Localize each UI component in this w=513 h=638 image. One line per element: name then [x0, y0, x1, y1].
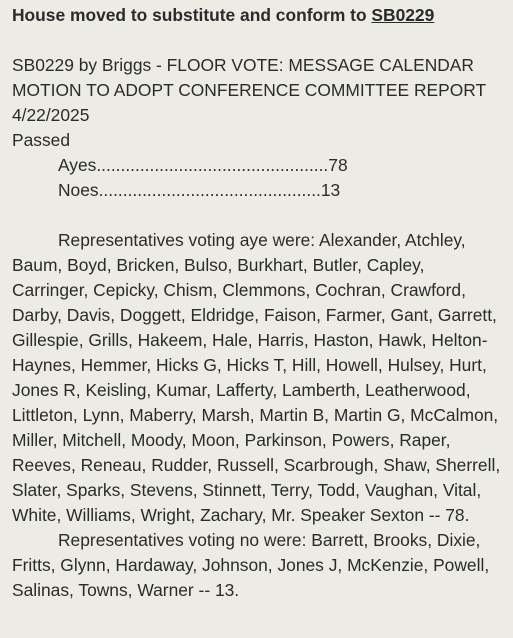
- action-heading: [12, 3, 501, 28]
- bill-link[interactable]: SB0229: [371, 5, 435, 25]
- vote-title-line2: MOTION TO ADOPT CONFERENCE COMMITTEE REPORT: [12, 80, 487, 100]
- spacer: [12, 203, 501, 228]
- vote-result: Passed: [12, 130, 71, 150]
- ayes-tally: Ayes................................................78: [58, 155, 348, 175]
- noes-tally: Noes..............................................13: [58, 180, 341, 200]
- aye-voters-paragraph: Representatives voting aye were: Alexander, Atchley, Baum, Boyd, Bricken, Bulso, Burkhart, Butler, Capley, Carringer, Cepicky, Chism, Clemmons, Cochran, Crawford, Darby, Davis, Doggett, Eldridge, Faison, Farmer, Gant, Garrett, Gillespie, Grills, Hakeem, Hale, Harris, Haston, Hawk, Helton-Haynes, Hemmer, Hicks G, Hicks T, Hill, Howell, Hulsey, Hurt, Jones R, Keisling, Kumar, Lafferty, Lamberth, Leatherwood, Littleton, Lynn, Maberry, Marsh, Martin B, Martin G, McCalmon, Miller, Mitchell, Moody, Moon, Parkinson, Powers, Raper, Reeves, Reneau, Rudder, Russell, Scarbrough, Shaw, Sherrell, Slater, Sparks, Stevens, Stinnett, Terry, Todd, Vaughan, Vital, White, Williams, Wright, Zachary, Mr. Speaker Sexton -- 78.: [12, 230, 501, 525]
- spacer: [12, 28, 501, 53]
- vote-date: 4/22/2025: [12, 105, 90, 125]
- vote-title-line1: SB0229 by Briggs - FLOOR VOTE: MESSAGE CALENDAR: [12, 55, 474, 75]
- action-heading-text: House moved to substitute and conform to: [12, 5, 372, 25]
- no-voters-paragraph: Representatives voting no were: Barrett, Brooks, Dixie, Fritts, Glynn, Hardaway, Johnson, Jones J, McKenzie, Powell, Salinas, Towns, Warner -- 13.: [12, 530, 490, 600]
